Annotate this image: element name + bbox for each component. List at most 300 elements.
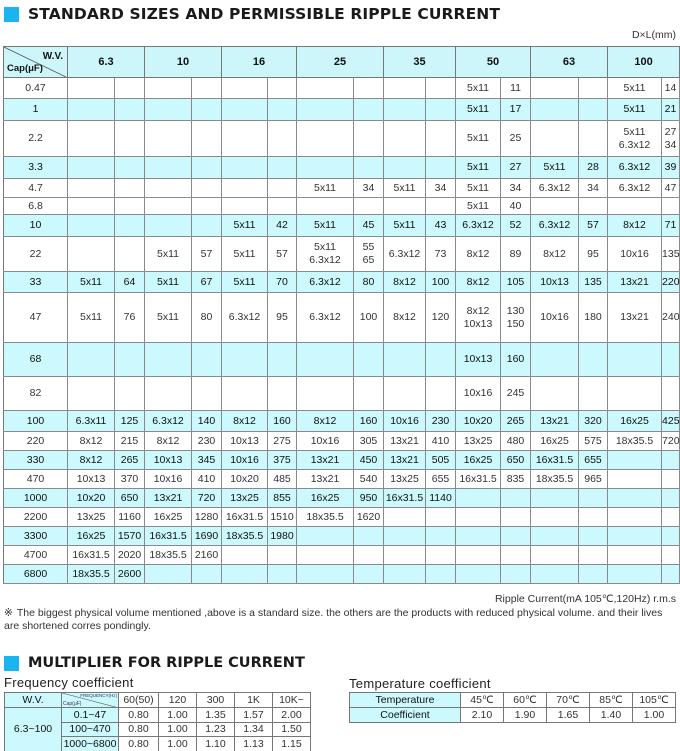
size-cell: 8x12: [68, 432, 115, 451]
capacitance-cell: 1000: [4, 489, 68, 508]
ripple-cell: [268, 377, 297, 411]
ripple-cell: [579, 546, 608, 565]
ripple-cell: 2600: [115, 565, 145, 584]
ripple-cell: 80: [354, 272, 384, 293]
ripple-cell: 245: [501, 377, 531, 411]
size-cell: 8x12: [384, 272, 426, 293]
coef-cell: 1.00: [633, 708, 676, 723]
ripple-cell: 76: [115, 293, 145, 343]
ripple-cell: [354, 546, 384, 565]
table-row: [4, 99, 680, 121]
voltage-header-cell: 16: [222, 47, 297, 78]
coef-cell: 1.50: [273, 722, 311, 737]
ripple-cell: 40: [501, 198, 531, 215]
ripple-cell: [268, 546, 297, 565]
temp-cell: 70℃: [547, 693, 590, 708]
ripple-cell: 100: [354, 293, 384, 343]
ripple-cell: 89: [501, 237, 531, 272]
temp-cell: 85℃: [590, 693, 633, 708]
capacitance-cell: 220: [4, 432, 68, 451]
ripple-cell: [268, 179, 297, 198]
size-cell: 18x35.5: [145, 546, 192, 565]
ripple-cell: 27: [501, 157, 531, 179]
size-cell: 8x12: [68, 451, 115, 470]
ripple-cell: [354, 527, 384, 546]
table-row: [4, 546, 680, 565]
ripple-cell: 55 65: [354, 237, 384, 272]
ripple-cell: 575: [579, 432, 608, 451]
size-cell: 18x35.5: [608, 432, 662, 451]
ripple-cell: 855: [268, 489, 297, 508]
table-row: [4, 527, 680, 546]
size-cell: 8x12: [456, 237, 501, 272]
coef-cell: 1.10: [197, 737, 235, 751]
size-cell: 16x31.5: [145, 527, 192, 546]
ripple-cell: 965: [579, 470, 608, 489]
size-cell: 10x13: [145, 451, 192, 470]
ripple-cell: 505: [426, 451, 456, 470]
ripple-cell: 540: [354, 470, 384, 489]
table-row: [4, 179, 680, 198]
ripple-cell: 14: [662, 78, 680, 99]
coef-cell: 1.34: [235, 722, 273, 737]
ripple-cell: 1980: [268, 527, 297, 546]
coef-cell: 0.80: [119, 737, 159, 751]
size-cell: 6.3x12: [531, 215, 579, 237]
ripple-cell: 220: [662, 272, 680, 293]
ripple-cell: [662, 451, 680, 470]
unit-label: D×L(mm): [631, 29, 676, 41]
size-cell: [456, 565, 501, 584]
ripple-cell: 135: [579, 272, 608, 293]
size-cell: 18x35.5: [297, 508, 354, 527]
capacitance-cell: 470: [4, 470, 68, 489]
ripple-cell: 43: [426, 215, 456, 237]
coef-cell: 1.00: [159, 708, 197, 723]
size-cell: 5x11: [384, 215, 426, 237]
size-cell: 13x21: [384, 432, 426, 451]
table-row: [4, 565, 680, 584]
temperature-label-cell: Temperature: [350, 693, 461, 708]
ripple-cell: [579, 565, 608, 584]
ripple-cell: 1620: [354, 508, 384, 527]
size-cell: [384, 198, 426, 215]
ripple-cell: [579, 198, 608, 215]
ripple-cell: [426, 121, 456, 157]
coef-cell: 1.65: [547, 708, 590, 723]
ripple-cell: 28: [579, 157, 608, 179]
cap-header-label: Cap(μF): [7, 63, 43, 74]
size-cell: 13x25: [68, 508, 115, 527]
size-cell: 5x11: [456, 121, 501, 157]
ripple-cell: [354, 198, 384, 215]
ripple-cell: [354, 99, 384, 121]
temp-cell: 45℃: [461, 693, 504, 708]
size-cell: 5x11 6.3x12: [608, 121, 662, 157]
ripple-cell: [268, 121, 297, 157]
size-cell: 16x25: [68, 527, 115, 546]
size-cell: 5x11: [297, 179, 354, 198]
size-cell: [608, 508, 662, 527]
temperature-coefficient-table: [349, 692, 676, 723]
ripple-cell: [354, 377, 384, 411]
ripple-cell: 105: [501, 272, 531, 293]
coef-cell: 0.80: [119, 708, 159, 723]
size-cell: 18x35.5: [68, 565, 115, 584]
size-cell: 5x11: [145, 272, 192, 293]
size-cell: 6.3x12: [297, 272, 354, 293]
ripple-cell: 64: [115, 272, 145, 293]
size-cell: [608, 527, 662, 546]
capacitance-cell: 1: [4, 99, 68, 121]
size-cell: 5x11: [297, 215, 354, 237]
freq-header: 120: [159, 693, 197, 708]
square-bullet-icon: [4, 656, 19, 671]
size-cell: 5x11: [68, 272, 115, 293]
footnote-text: The biggest physical volume mentioned ,above is a standard size. the others are the products with reduced physical volume. and their lives are shortened corres pondingly.: [4, 607, 663, 632]
size-cell: [608, 489, 662, 508]
size-cell: [384, 565, 426, 584]
cap-range-cell: 100~470: [62, 722, 119, 737]
capacitance-cell: 4700: [4, 546, 68, 565]
ripple-cell: [192, 215, 222, 237]
ripple-cell: [354, 121, 384, 157]
size-cell: 8x12: [222, 411, 268, 432]
size-cell: 13x25: [222, 489, 268, 508]
ripple-cell: 21: [662, 99, 680, 121]
size-cell: 10x16: [531, 293, 579, 343]
cap-range-cell: 1000~6800: [62, 737, 119, 751]
capacitance-cell: 3.3: [4, 157, 68, 179]
ripple-cell: 720: [662, 432, 680, 451]
size-cell: [531, 198, 579, 215]
ripple-cell: 160: [268, 411, 297, 432]
size-cell: [68, 157, 115, 179]
size-cell: 5x11: [608, 78, 662, 99]
ripple-cell: [426, 508, 456, 527]
voltage-header-cell: 25: [297, 47, 384, 78]
size-cell: 5x11: [145, 293, 192, 343]
size-cell: 16x25: [297, 489, 354, 508]
ripple-cell: [579, 508, 608, 527]
size-cell: [222, 157, 268, 179]
ripple-cell: [501, 527, 531, 546]
ripple-cell: [426, 78, 456, 99]
table-row: [4, 470, 680, 489]
ripple-cell: 425: [662, 411, 680, 432]
size-cell: [297, 121, 354, 157]
section-title-standard-sizes: [4, 4, 500, 24]
ripple-cell: 57: [192, 237, 222, 272]
ripple-cell: [662, 470, 680, 489]
coef-cell: 0.80: [119, 722, 159, 737]
size-cell: 5x11: [608, 99, 662, 121]
size-cell: 13x21: [297, 451, 354, 470]
size-cell: 16x25: [531, 432, 579, 451]
size-cell: 13x25: [384, 470, 426, 489]
ripple-cell: 95: [579, 237, 608, 272]
capacitance-cell: 3300: [4, 527, 68, 546]
ripple-cell: [662, 198, 680, 215]
size-cell: 6.3x12: [456, 215, 501, 237]
temperature-row: [350, 693, 676, 708]
size-cell: [384, 157, 426, 179]
ripple-cell: [354, 565, 384, 584]
ripple-cell: [579, 343, 608, 377]
coef-cell: 2.10: [461, 708, 504, 723]
size-cell: 5x11: [456, 179, 501, 198]
table-row: [4, 489, 680, 508]
ripple-cell: [115, 121, 145, 157]
table-row: [4, 121, 680, 157]
size-cell: 6.3x12: [222, 293, 268, 343]
ripple-cell: [662, 527, 680, 546]
size-cell: [68, 78, 115, 99]
temp-cell: 105℃: [633, 693, 676, 708]
size-cell: 5x11: [456, 198, 501, 215]
coef-cell: 1.13: [235, 737, 273, 751]
ripple-cell: [501, 546, 531, 565]
freq-header: 1K: [235, 693, 273, 708]
size-cell: [384, 99, 426, 121]
size-cell: 13x21: [608, 272, 662, 293]
frequency-coefficient-title: Frequency coefficient: [4, 675, 134, 690]
size-cell: [456, 489, 501, 508]
capacitance-cell: 2.2: [4, 121, 68, 157]
size-cell: 10x13: [68, 470, 115, 489]
size-cell: [456, 527, 501, 546]
coef-cell: 1.15: [273, 737, 311, 751]
ripple-cell: [268, 78, 297, 99]
ripple-cell: [579, 121, 608, 157]
size-cell: [384, 121, 426, 157]
section-title-multiplier: [4, 654, 305, 672]
size-cell: [384, 546, 426, 565]
size-cell: [531, 489, 579, 508]
size-cell: 16x25: [456, 451, 501, 470]
ripple-cell: 650: [115, 489, 145, 508]
coef-cell: 1.90: [504, 708, 547, 723]
freq-header: 60(50): [119, 693, 159, 708]
ripple-cell: [662, 377, 680, 411]
ripple-cell: [268, 565, 297, 584]
ripple-cell: [115, 179, 145, 198]
frequency-coefficient-table: [4, 692, 311, 751]
voltage-header-cell: 100: [608, 47, 680, 78]
ripple-cell: 120: [426, 293, 456, 343]
ripple-cell: [115, 343, 145, 377]
size-cell: 5x11: [222, 215, 268, 237]
ripple-cell: 1690: [192, 527, 222, 546]
ripple-cell: 39: [662, 157, 680, 179]
ripple-cell: 45: [354, 215, 384, 237]
capacitance-cell: 4.7: [4, 179, 68, 198]
coef-cell: 1.00: [159, 722, 197, 737]
ripple-cell: 240: [662, 293, 680, 343]
size-cell: 10x16: [297, 432, 354, 451]
ripple-cell: 2160: [192, 546, 222, 565]
ripple-cell: 42: [268, 215, 297, 237]
size-cell: 13x21: [531, 411, 579, 432]
ripple-cell: 410: [192, 470, 222, 489]
size-cell: [384, 508, 426, 527]
table-row: [4, 343, 680, 377]
size-cell: 16x31.5: [222, 508, 268, 527]
ripple-cell: 135: [662, 237, 680, 272]
ripple-cell: [662, 489, 680, 508]
ripple-cell: [115, 198, 145, 215]
wv-value-cell: 6.3~100: [5, 708, 62, 751]
ripple-cell: [192, 99, 222, 121]
voltage-header-cell: 10: [145, 47, 222, 78]
square-bullet-icon: [4, 7, 19, 22]
size-cell: 13x21: [145, 489, 192, 508]
size-cell: 6.3x12: [145, 411, 192, 432]
size-cell: 13x21: [297, 470, 354, 489]
ripple-cell: 2020: [115, 546, 145, 565]
ripple-cell: 57: [268, 237, 297, 272]
table-row: [4, 157, 680, 179]
ripple-cell: 100: [426, 272, 456, 293]
ripple-cell: 650: [501, 451, 531, 470]
ripple-cell: [192, 565, 222, 584]
size-cell: [68, 99, 115, 121]
size-cell: 5x11: [456, 78, 501, 99]
capacitance-cell: 47: [4, 293, 68, 343]
size-cell: [145, 99, 192, 121]
capacitance-cell: 33: [4, 272, 68, 293]
table-row: [4, 293, 680, 343]
freq-header: 10K~: [273, 693, 311, 708]
voltage-header-cell: 50: [456, 47, 531, 78]
ripple-cell: 950: [354, 489, 384, 508]
ripple-cell: [268, 99, 297, 121]
ripple-cell: [115, 215, 145, 237]
ripple-cell: 52: [501, 215, 531, 237]
freq-corner-cell: [62, 693, 119, 708]
ripple-cell: [579, 78, 608, 99]
size-cell: 10x13: [456, 343, 501, 377]
size-cell: [222, 198, 268, 215]
ripple-cell: [579, 377, 608, 411]
size-cell: [608, 377, 662, 411]
size-cell: 5x11: [531, 157, 579, 179]
table-row: [4, 237, 680, 272]
ripple-cell: [662, 565, 680, 584]
coefficient-row: [350, 708, 676, 723]
coef-cell: 1.00: [159, 737, 197, 751]
temp-cell: 60℃: [504, 693, 547, 708]
ripple-cell: [579, 489, 608, 508]
cap-label: Cap(μF): [63, 701, 82, 707]
ripple-cell: [426, 565, 456, 584]
size-cell: [608, 198, 662, 215]
size-cell: [145, 121, 192, 157]
size-cell: [222, 99, 268, 121]
voltage-header-cell: 6.3: [68, 47, 145, 78]
size-cell: [384, 527, 426, 546]
size-cell: [531, 343, 579, 377]
capacitance-cell: 0.47: [4, 78, 68, 99]
ripple-cell: 130 150: [501, 293, 531, 343]
ripple-cell: 180: [579, 293, 608, 343]
size-cell: 10x16: [145, 470, 192, 489]
size-cell: 6.3x12: [384, 237, 426, 272]
ripple-cell: 265: [115, 451, 145, 470]
ripple-cell: [268, 343, 297, 377]
ripple-cell: 80: [192, 293, 222, 343]
size-cell: 10x20: [456, 411, 501, 432]
size-cell: 6.3x12: [531, 179, 579, 198]
ripple-cell: [115, 99, 145, 121]
temperature-coefficient-title: Temperature coefficient: [349, 676, 491, 691]
section-title-text: STANDARD SIZES AND PERMISSIBLE RIPPLE CURRENT: [28, 5, 501, 23]
ripple-cell: [192, 121, 222, 157]
size-cell: 10x20: [222, 470, 268, 489]
table-row: [4, 451, 680, 470]
ripple-cell: [115, 157, 145, 179]
ripple-cell: [354, 343, 384, 377]
table-row: [4, 78, 680, 99]
table-row: [4, 377, 680, 411]
ripple-cell: 125: [115, 411, 145, 432]
ripple-cell: [426, 99, 456, 121]
size-cell: [68, 377, 115, 411]
size-cell: [68, 215, 115, 237]
voltage-header-cell: 35: [384, 47, 456, 78]
ripple-current-label: Ripple Current(mA 105℃,120Hz) r.m.s: [494, 593, 676, 605]
ripple-cell: [426, 546, 456, 565]
ripple-cell: [115, 377, 145, 411]
frequency-hz-label: FREQUENCY(Hz): [80, 693, 117, 698]
size-cell: [384, 343, 426, 377]
ripple-cell: 320: [579, 411, 608, 432]
size-cell: 16x25: [608, 411, 662, 432]
ripple-cell: 1160: [115, 508, 145, 527]
capacitance-cell: 330: [4, 451, 68, 470]
ripple-cell: [268, 198, 297, 215]
coef-cell: 1.57: [235, 708, 273, 723]
ripple-cell: 73: [426, 237, 456, 272]
size-cell: [384, 78, 426, 99]
size-cell: 5x11: [456, 157, 501, 179]
ripple-cell: 1570: [115, 527, 145, 546]
size-cell: [456, 508, 501, 527]
size-cell: [456, 546, 501, 565]
size-cell: [531, 121, 579, 157]
table-header-row: [4, 47, 680, 78]
ripple-cell: 1140: [426, 489, 456, 508]
ripple-cell: 305: [354, 432, 384, 451]
size-cell: [608, 565, 662, 584]
ripple-cell: 27 34: [662, 121, 680, 157]
ripple-cell: [662, 546, 680, 565]
size-cell: [222, 377, 268, 411]
size-cell: [145, 179, 192, 198]
ripple-cell: 140: [192, 411, 222, 432]
ripple-cell: 450: [354, 451, 384, 470]
size-cell: [145, 565, 192, 584]
ripple-cell: 835: [501, 470, 531, 489]
ripple-cell: 160: [501, 343, 531, 377]
ripple-cell: [192, 343, 222, 377]
ripple-cell: 345: [192, 451, 222, 470]
ripple-cell: [501, 565, 531, 584]
ripple-cell: 95: [268, 293, 297, 343]
size-cell: 10x13: [531, 272, 579, 293]
size-cell: [145, 157, 192, 179]
ripple-cell: 410: [426, 432, 456, 451]
